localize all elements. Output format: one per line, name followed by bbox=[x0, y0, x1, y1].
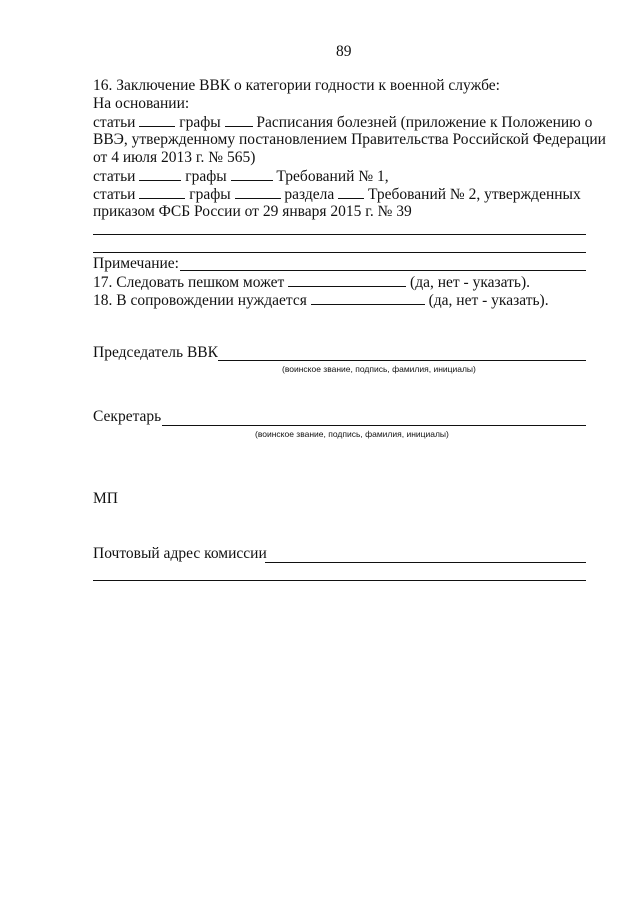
article-label: статьи bbox=[93, 186, 136, 203]
page-number: 89 bbox=[336, 43, 352, 60]
item16-line5 bbox=[93, 185, 581, 204]
chairman-label: Председатель ВВК bbox=[93, 344, 218, 361]
conclusion-line-1[interactable] bbox=[93, 234, 586, 235]
item16-line2: ВВЭ, утвержденному постановлением Правительства Российской Федерации bbox=[93, 131, 606, 148]
address-label: Почтовый адрес комиссии bbox=[93, 545, 267, 562]
column-label: графы bbox=[189, 186, 231, 203]
walk-label: 17. Следовать пешком может bbox=[93, 274, 285, 291]
address-line-2[interactable] bbox=[93, 580, 586, 581]
column-blank[interactable] bbox=[231, 167, 273, 181]
secretary-signature-line[interactable] bbox=[162, 425, 586, 426]
section-label: раздела bbox=[284, 186, 335, 203]
item18 bbox=[93, 291, 549, 310]
column-blank[interactable] bbox=[225, 113, 253, 127]
article-label: статьи bbox=[93, 168, 136, 185]
item17 bbox=[93, 273, 530, 292]
note-label: Примечание: bbox=[93, 255, 179, 272]
section-blank[interactable] bbox=[338, 185, 364, 199]
requirements-1-text: Требований № 1, bbox=[276, 168, 389, 185]
column-blank[interactable] bbox=[235, 185, 281, 199]
walk-hint: (да, нет - указать). bbox=[410, 274, 530, 291]
chairman-signature-line[interactable] bbox=[218, 360, 586, 361]
conclusion-line-2[interactable] bbox=[93, 252, 586, 253]
article-blank[interactable] bbox=[139, 167, 181, 181]
item16-line4 bbox=[93, 167, 389, 186]
note-line[interactable] bbox=[180, 270, 586, 271]
escort-label: 18. В сопровождении нуждается bbox=[93, 292, 307, 309]
secretary-label: Секретарь bbox=[93, 408, 162, 425]
escort-blank[interactable] bbox=[311, 291, 425, 305]
address-line-1[interactable] bbox=[265, 562, 586, 563]
item16-line6: приказом ФСБ России от 29 января 2015 г. № 39 bbox=[93, 203, 412, 220]
basis-label: На основании: bbox=[93, 95, 190, 112]
article-blank[interactable] bbox=[139, 113, 175, 127]
item16-title: 16. Заключение ВВК о категории годности к военной службе: bbox=[93, 77, 500, 94]
column-label: графы bbox=[179, 114, 221, 131]
stamp-label: МП bbox=[93, 490, 118, 507]
schedule-text: Расписания болезней (приложение к Положению о bbox=[256, 114, 593, 131]
article-label: статьи bbox=[93, 114, 136, 131]
chairman-caption: (воинское звание, подпись, фамилия, инициалы) bbox=[282, 364, 476, 374]
walk-blank[interactable] bbox=[288, 273, 406, 287]
article-blank[interactable] bbox=[139, 185, 185, 199]
item16-line3: от 4 июля 2013 г. № 565) bbox=[93, 149, 256, 166]
requirements-2-text: Требований № 2, утвержденных bbox=[368, 186, 581, 203]
item16-line1 bbox=[93, 113, 592, 132]
secretary-caption: (воинское звание, подпись, фамилия, инициалы) bbox=[255, 429, 449, 439]
column-label: графы bbox=[185, 168, 227, 185]
escort-hint: (да, нет - указать). bbox=[428, 292, 549, 309]
